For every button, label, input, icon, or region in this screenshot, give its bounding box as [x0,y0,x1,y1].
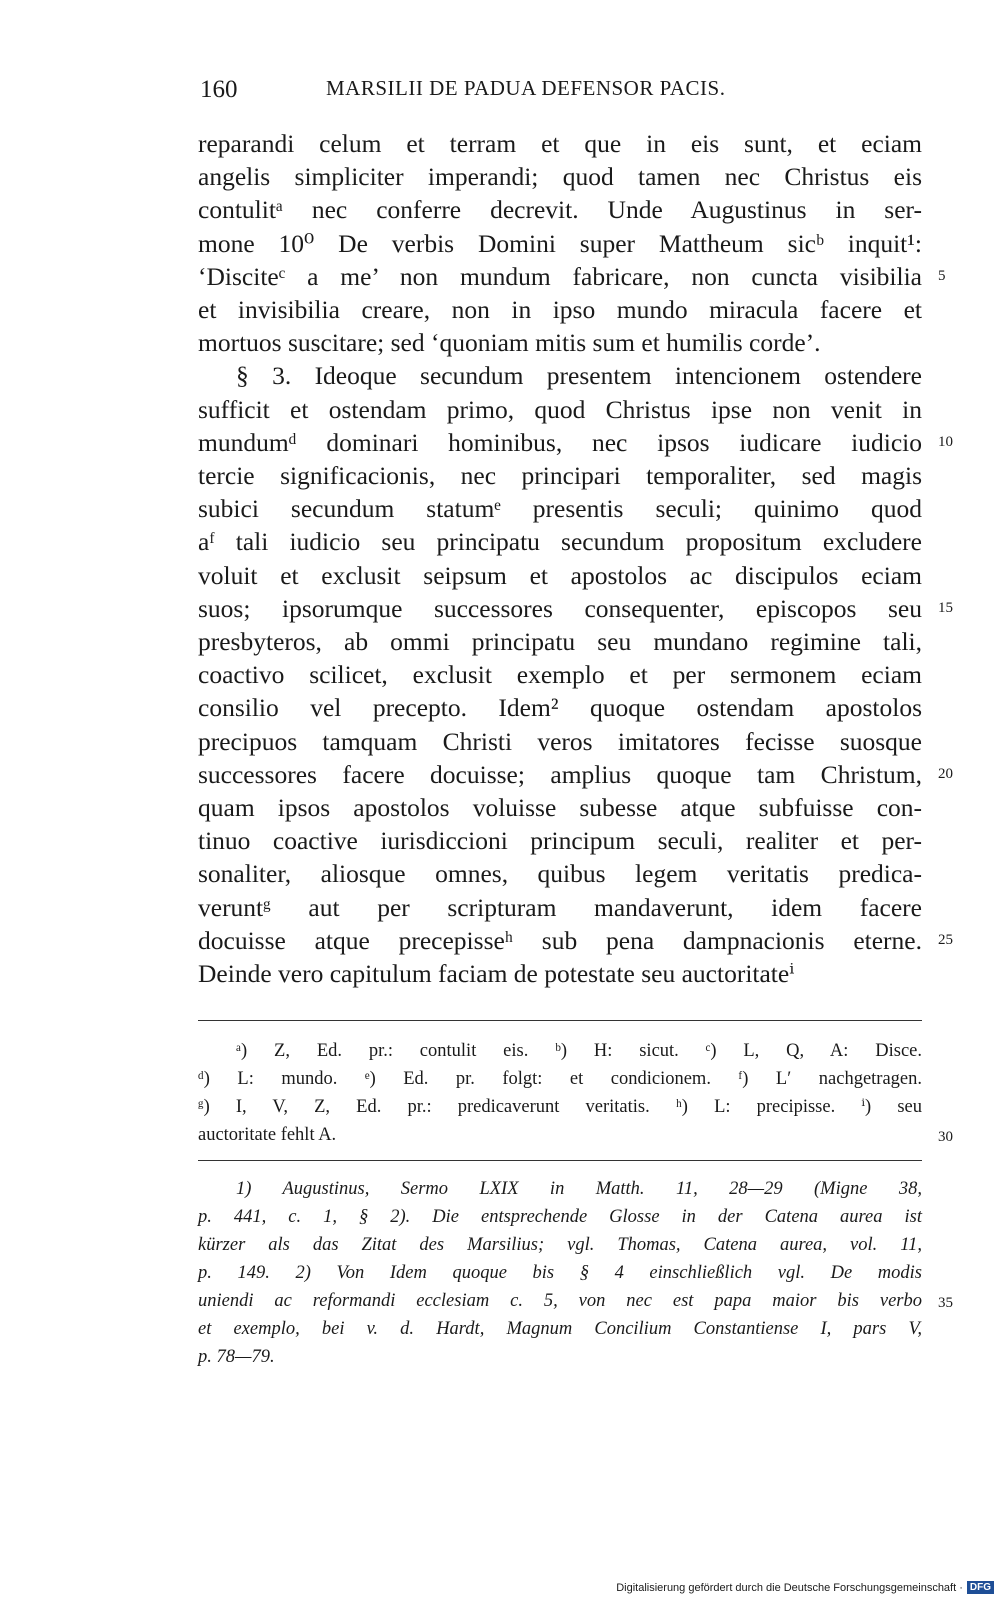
apparatus-line: ᵃ) Z, Ed. pr.: contulit eis. ᵇ) H: sicut. ᶜ) L, Q, A: Disce. [236,1041,922,1061]
line-number: 30 [938,1129,953,1145]
page-number: 160 [200,76,238,103]
text-line: tercie significacionis, nec principari temporaliter, sed magis [198,461,922,490]
dfg-logo: DFG [967,1581,994,1594]
footnote-line: uniendi ac reformandi ecclesiam c. 5, von nec est papa maior bis verbo [198,1291,922,1311]
text-line: reparandi celum et terram et que in eis sunt, et eciam [198,129,922,158]
footnote-line: p. 78—79. [198,1347,275,1367]
footnote-rule [198,1160,922,1161]
footnote-line: p. 149. 2) Von Idem quoque bis § 4 einschließlich vgl. De modis [198,1263,922,1283]
text-line: successores facere docuisse; amplius quoque tam Christum, [198,759,922,789]
running-title: MARSILII DE PADUA DEFENSOR PACIS. [326,76,726,100]
digitization-credit [616,1581,994,1594]
credit-text: Digitalisierung gefördert durch die Deutsche Forschungsgemeinschaft · [616,1581,963,1594]
text-line: sufficit et ostendam primo, quod Christus ipse non venit in [198,394,922,424]
apparatus-line: ᵈ) L: mundo. ᵉ) Ed. pr. folgt: et condicionem. ᶠ) L′ nachgetragen. [198,1069,922,1089]
text-line: presbyteros, ab ommi principatu seu mundano regimine tali, [198,627,922,656]
text-line: veruntᵍ aut per scripturam mandaverunt, idem facere [198,892,922,922]
text-line: consilio vel precepto. Idem² quoque ostendam apostolos [198,693,922,723]
line-number: 5 [938,267,946,284]
line-number: 10 [938,433,953,450]
text-line: mone 10⁰ De verbis Domini super Mattheum sicᵇ inquit¹: [198,228,922,258]
apparatus-rule [198,1020,922,1021]
text-line: ‘Disciteᶜ a me’ non mundum fabricare, non cuncta visibilia [198,261,922,291]
text-line: contulitᵃ nec conferre decrevit. Unde Augustinus in ser- [198,195,922,225]
text-line: precipuos tamquam Christi veros imitatores fecisse suosque [198,726,922,756]
text-line: voluit et exclusit seipsum et apostolos ac discipulos eciam [198,560,922,590]
text-line: docuisse atque precepisseʰ sub pena dampnacionis eterne. [198,925,922,955]
footnote-line: p. 441, c. 1, § 2). Die entsprechende Glosse in der Catena aurea ist [198,1207,922,1227]
line-number: 35 [938,1295,953,1311]
text-line: sonaliter, aliosque omnes, quibus legem veritatis predica- [198,859,922,889]
text-line: aᶠ tali iudicio seu principatu secundum propositum excludere [198,527,922,557]
apparatus-line: auctoritate fehlt A. [198,1125,337,1145]
footnote-line: 1) Augustinus, Sermo LXIX in Matth. 11, 28—29 (Migne 38, [236,1179,922,1199]
apparatus-line: ᵍ) I, V, Z, Ed. pr.: predicaverunt veritatis. ʰ) L: precipisse. ⁱ) seu [198,1097,922,1117]
line-number: 25 [938,931,953,948]
text-line: suos; ipsorumque successores consequenter, episcopos seu [198,593,922,623]
text-line: tinuo coactive iurisdiccioni principum seculi, realiter et per- [198,826,922,856]
line-number: 20 [938,765,953,782]
text-line: Deinde vero capitulum faciam de potestate seu auctoritateⁱ [198,959,795,988]
footnote-line: et exemplo, bei v. d. Hardt, Magnum Concilium Constantiense I, pars V, [198,1319,922,1339]
text-line: mundumᵈ dominari hominibus, nec ipsos iudicare iudicio [198,427,922,457]
text-line: mortuos suscitare; sed ‘quoniam mitis sum et humilis corde’. [198,328,821,358]
text-line: coactivo scilicet, exclusit exemplo et per sermonem eciam [198,660,922,690]
footnote-line: kürzer als das Zitat des Marsilius; vgl. Thomas, Catena aurea, vol. 11, [198,1235,922,1255]
text-line: subici secundum statumᵉ presentis seculi; quinimo quod [198,494,922,524]
text-line: quam ipsos apostolos voluisse subesse atque subfuisse con- [198,793,922,822]
line-number: 15 [938,599,953,616]
page-header [198,72,922,108]
text-line: § 3. Ideoque secundum presentem intencionem ostendere [236,361,922,391]
text-line: angelis simpliciter imperandi; quod tamen nec Christus eis [198,162,922,192]
text-line: et invisibilia creare, non in ipso mundo miracula facere et [198,295,922,324]
